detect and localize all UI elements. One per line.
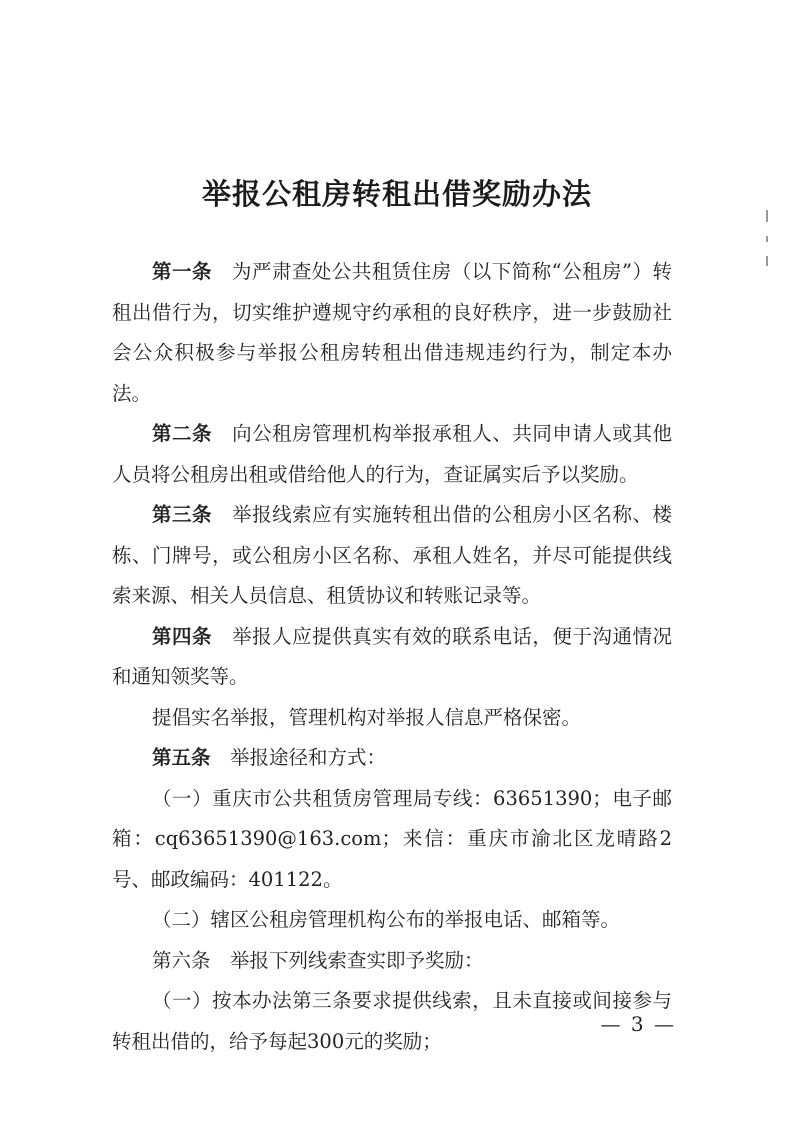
paragraph — [112, 252, 672, 414]
scan-edge-mark — [766, 236, 768, 242]
paragraph-text: 举报线索应有实施转租出借的公租房小区名称、楼栋、门牌号，或公租房小区名称、承租人姓名，并尽可能提供线索来源、相关人员信息、租赁协议和转账记录等。 — [112, 503, 672, 607]
paragraph-text: 提倡实名举报，管理机构对举报人信息严格保密。 — [152, 705, 582, 729]
paragraph — [112, 698, 672, 739]
article-label: 第四条 — [152, 624, 213, 648]
article-label: 第一条 — [152, 260, 212, 283]
document-title: 举报公租房转租出借奖励办法 — [201, 177, 592, 211]
article-label: 第五条 — [152, 746, 211, 769]
paragraph-text: 向公租房管理机构举报承租人、共同申请人或其他人员将公租房出租或借给他人的行为，查证属实后予以奖励。 — [112, 422, 672, 486]
paragraph — [112, 900, 672, 941]
paragraph — [112, 981, 672, 1062]
page-number: — 3 — — [600, 1012, 676, 1036]
scan-edge-mark — [766, 256, 768, 266]
article-label: 第三条 — [152, 503, 213, 526]
paragraph — [112, 941, 672, 982]
paragraph — [112, 738, 672, 779]
paragraph-text: 为严肃查处公共租赁住房（以下简称“公租房”）转租出借行为，切实维护遵规守约承租的良好秩序，进一步鼓励社会公众积极参与举报公租房转租出借违规违约行为，制定本办法。 — [112, 260, 672, 405]
paragraph — [112, 617, 672, 698]
paragraph — [112, 495, 672, 617]
article-label: 第二条 — [152, 422, 213, 445]
paragraph-text: 第六条 举报下列线索查实即予奖励： — [152, 948, 484, 972]
paragraph-text: （一）重庆市公共租赁房管理局专线：63651390；电子邮箱：cq63651390@163.com；来信：重庆市渝北区龙晴路2号、邮政编码：401122。 — [112, 786, 672, 891]
paragraph — [112, 414, 672, 495]
paragraph-text: 举报人应提供真实有效的联系电话，便于沟通情况和通知领奖等。 — [112, 624, 672, 688]
paragraph-text: （一）按本办法第三条要求提供线索，且未直接或间接参与转租出借的，给予每起300元的奖励； — [112, 989, 672, 1053]
paragraph-text: 举报途径和方式： — [210, 746, 387, 769]
paragraph — [112, 779, 672, 901]
paragraph-text: （二）辖区公租房管理机构公布的举报电话、邮箱等。 — [152, 908, 621, 931]
document-body — [112, 252, 672, 1062]
